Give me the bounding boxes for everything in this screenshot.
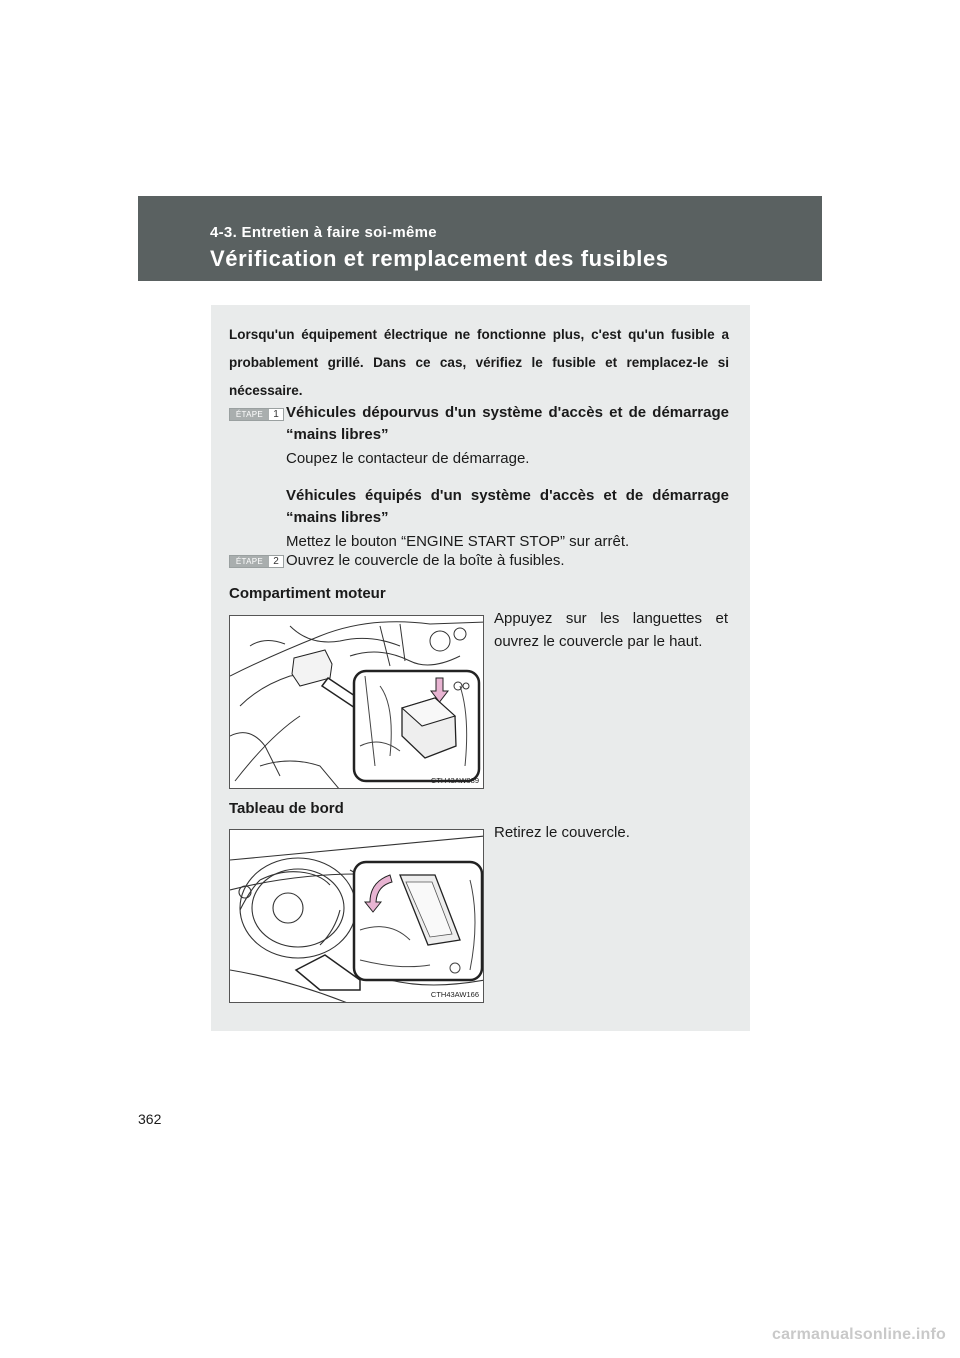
figure-code: CTH43AW166 [430, 990, 479, 999]
section-header [138, 196, 822, 281]
engine-illustration [230, 616, 484, 789]
figure-code: CTH43AW039 [430, 776, 479, 785]
dashboard-figure [229, 829, 484, 1003]
step-1-variant-1 [286, 402, 729, 471]
step-badge-number: 2 [269, 556, 283, 567]
engine-compartment-figure [229, 615, 484, 789]
intro-text: Lorsqu'un équipement électrique ne fonctionne plus, c'est qu'un fusible a probablement grillé. Dans ce cas, vérifiez le fusible et remplacez-le si nécessaire. [229, 327, 729, 398]
step-text: Ouvrez le couvercle de la boîte à fusibles. [286, 552, 565, 569]
step-badge-word: ÉTAPE [230, 409, 269, 420]
step-heading: Véhicules équipés d'un système d'accès et de démarrage “mains libres” [286, 487, 729, 526]
step-badge-word: ÉTAPE [230, 556, 269, 567]
step-text: Mettez le bouton “ENGINE START STOP” sur arrêt. [286, 533, 630, 550]
step-badge-number: 1 [269, 409, 283, 420]
step-2-badge [229, 555, 284, 568]
engine-compartment-instruction: Appuyez sur les languettes et ouvrez le couvercle par le haut. [494, 610, 728, 650]
step-1-variant-2 [286, 485, 729, 554]
dashboard-instruction: Retirez le couvercle. [494, 824, 630, 841]
watermark: carmanualsonline.info [771, 1326, 946, 1343]
engine-compartment-heading: Compartiment moteur [229, 585, 386, 602]
section-number: 4-3. Entretien à faire soi-même [210, 224, 437, 241]
step-heading: Véhicules dépourvus d'un système d'accès et de démarrage “mains libres” [286, 404, 729, 443]
dashboard-illustration [230, 830, 484, 1003]
page-number: 362 [138, 1111, 162, 1127]
step-2 [286, 549, 729, 573]
step-text: Coupez le contacteur de démarrage. [286, 450, 530, 467]
page-title: Vérification et remplacement des fusibles [210, 246, 669, 271]
dashboard-heading: Tableau de bord [229, 800, 344, 817]
step-1-badge [229, 408, 284, 421]
content-panel [211, 305, 750, 1031]
